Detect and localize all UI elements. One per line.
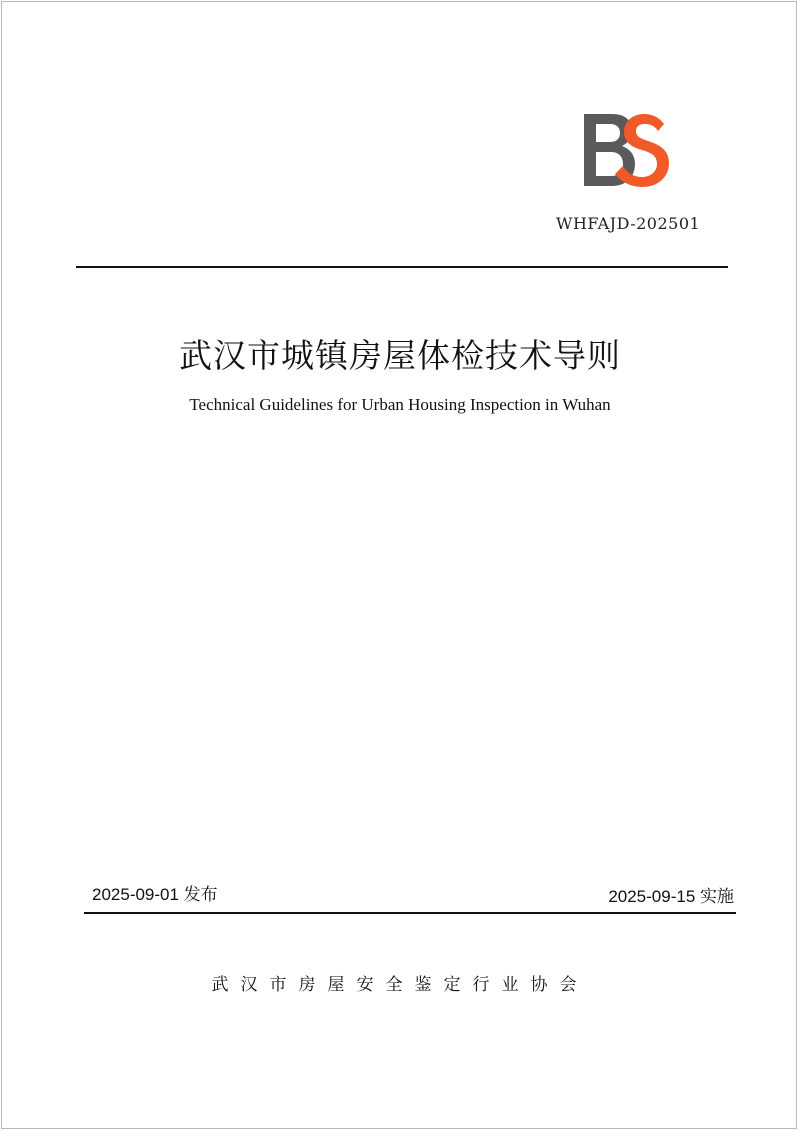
document-code: WHFAJD-202501 [556,214,701,233]
effective-date: 2025-09-15 实施 [608,887,734,906]
bs-logo [578,110,670,190]
title-english: Technical Guidelines for Urban Housing Inspection in Wuhan [189,395,611,414]
page-frame [1,1,797,1129]
bottom-divider [84,912,736,914]
publisher-name: 武汉市房屋安全鉴定行业协会 [211,975,589,995]
title-chinese: 武汉市城镇房屋体检技术导则 [179,336,621,375]
top-divider [76,266,728,268]
issue-date: 2025-09-01 发布 [92,885,218,904]
